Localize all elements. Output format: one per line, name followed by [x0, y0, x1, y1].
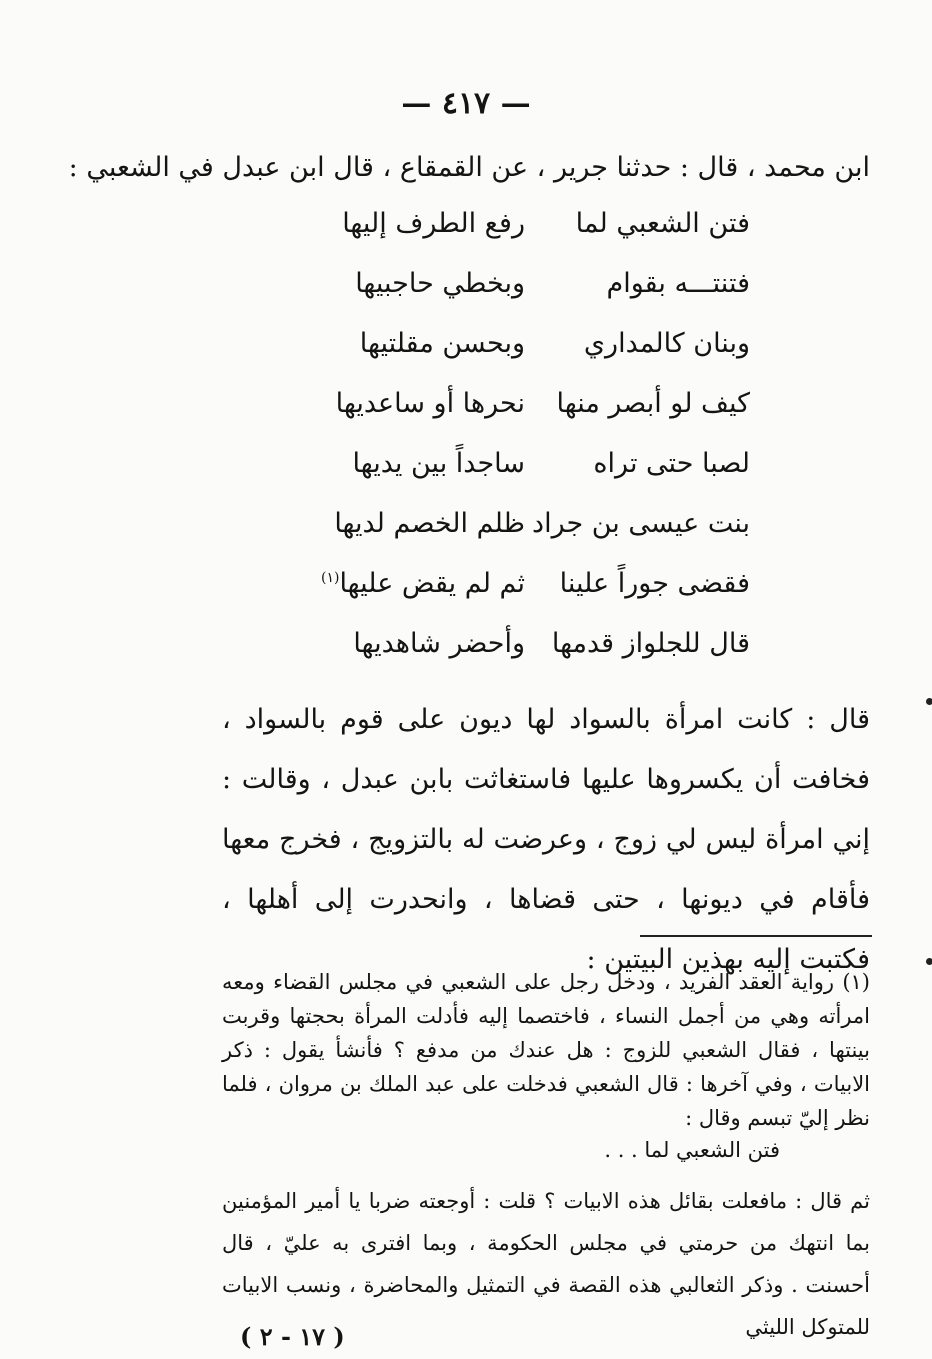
- verse-second-hemistich: نحرها أو ساعديها: [335, 388, 525, 419]
- verse-second-hemistich-text: ثم لم يقض عليها: [339, 568, 525, 599]
- verse-line: [330, 208, 750, 258]
- verse-line: [330, 268, 750, 318]
- verse-first-hemistich: كيف لو أبصر منها: [556, 388, 750, 419]
- intro-line: ابن محمد ، قال : حدثنا جرير ، عن القمقاع ، قال ابن عبدل في الشعبي :: [68, 152, 870, 183]
- verse-line: [330, 388, 750, 438]
- footnote-continuation: ثم قال : مافعلت بقائل هذه الابيات ؟ قلت : أوجعته ضربا يا أمير المؤمنين بما انتهك من حرمتي في مجلس الحكومة ، وبما افترى به عليّ ، قال أحسنت . وذكر الثعالبي هذه القصة في التمثيل والمحاضرة ، ونسب الابيات للمتوكل الليثي: [222, 1189, 870, 1339]
- verse-second-hemistich: رفع الطرف إليها: [342, 208, 525, 239]
- verse-second-hemistich: وأحضر شاهديها: [353, 628, 525, 659]
- verse-first-hemistich: لصبا حتى تراه: [593, 448, 750, 479]
- verse-second-hemistich: ظلم الخصم لديها: [334, 508, 525, 539]
- verse-first-hemistich: فتن الشعبي لما: [575, 208, 750, 239]
- verse-line: [330, 328, 750, 378]
- verse-line: [330, 508, 750, 558]
- verse-second-hemistich: ساجداً بين يديها: [352, 448, 525, 479]
- signature-mark: ( ١٧ - ٢ ): [240, 1322, 345, 1351]
- verse-second-hemistich: وبحسن مقلتيها: [359, 328, 525, 359]
- verse-line: [320, 568, 750, 618]
- verse-line: [330, 628, 750, 678]
- verse-first-hemistich: بنت عيسى بن جراد: [532, 508, 750, 539]
- verse-line: [330, 448, 750, 498]
- footnote-divider: [640, 935, 872, 937]
- verse-first-hemistich: وبنان كالمداري: [583, 328, 750, 359]
- page-number: — ٤١٧ —: [401, 86, 531, 121]
- verse-second-hemistich: وبخطي حاجبيها: [355, 268, 525, 299]
- margin-dot: [926, 958, 932, 965]
- footnote-text: (١) رواية العقد الفريد ، ودخل رجل على الشعبي في مجلس القضاء ومعه امرأته وهي من أجمل النساء ، فاختصما إليه فأدلت المرأة بحجتها وقربت بينتها ، فقال الشعبي للزوج : هل عندك من مدفع ؟ فأنشأ يقول : ذكر الابيات ، وفي آخرها : قال الشعبي فدخلت على عبد الملك بن مروان ، فلما نظر إليّ تبسم وقال :: [222, 970, 870, 1130]
- verse-first-hemistich: فتنتـــه بقوام: [606, 268, 750, 299]
- footnote-marker[interactable]: (١): [320, 570, 340, 586]
- footnote-verse: فتن الشعبي لما . . .: [604, 1138, 780, 1162]
- verse-first-hemistich: فقضى جوراً علينا: [559, 568, 750, 599]
- body-paragraph: قال : كانت امرأة بالسواد لها ديون على قوم بالسواد ، فخافت أن يكسروها عليها فاستغاثت بابن عبدل ، وقالت : إني امرأة ليس لي زوج ، وعرضت له بالتزويج ، فخرج معها فأقام في ديونها ، حتى قضاها ، وانحدرت إلى أهلها ، فكتبت إليه بهذين البيتين :: [222, 704, 870, 975]
- verse-first-hemistich: قال للجلواز قدمها: [551, 628, 750, 659]
- verse-second-hemistich: [320, 568, 525, 599]
- margin-dot: [926, 698, 932, 705]
